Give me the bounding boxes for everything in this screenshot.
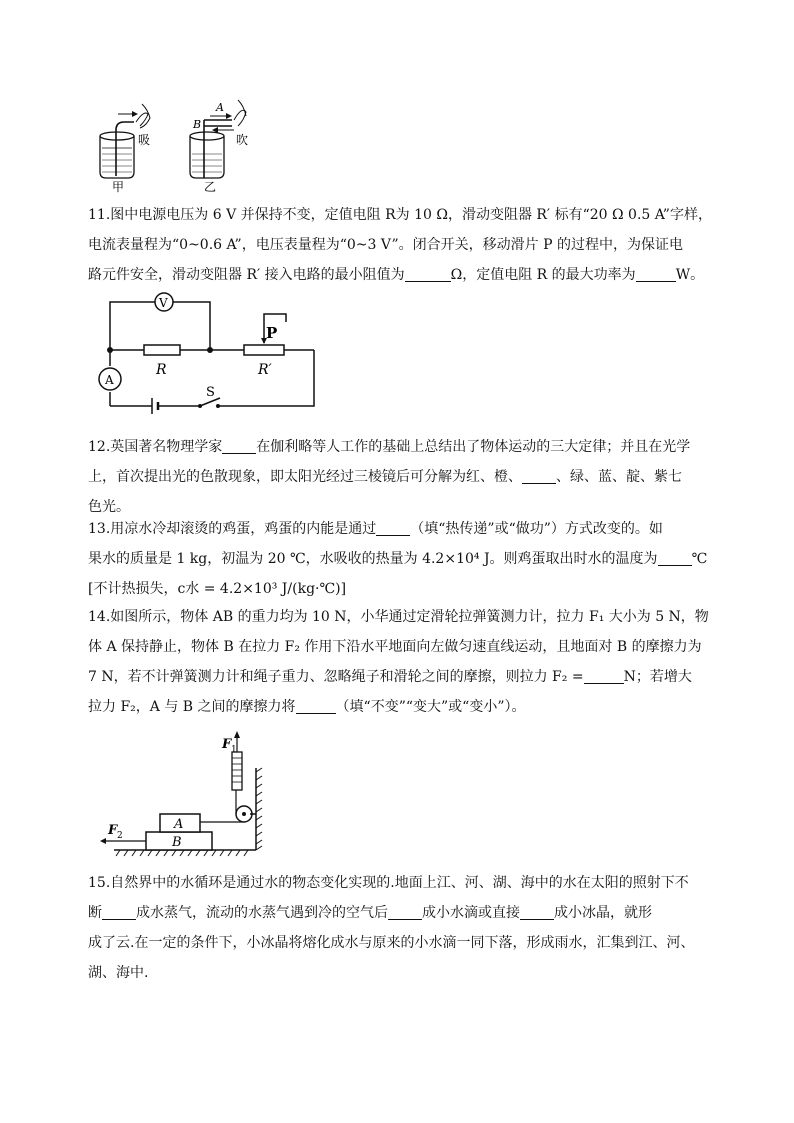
f1-arrow — [234, 731, 240, 738]
voltmeter-label: V — [159, 296, 168, 310]
circuit-diagram — [96, 288, 328, 414]
q13-line1 — [88, 514, 710, 544]
q15-blank-3[interactable] — [520, 903, 554, 920]
q15-line1: 15.自然界中的水循环是通过水的物态变化实现的.地面上江、河、湖、海中的水在太阳的照射下不 — [88, 875, 689, 891]
q13-text-d: ℃ — [691, 551, 708, 567]
q11-line3 — [88, 260, 710, 290]
f1-sub: 1 — [231, 745, 237, 755]
q15-line3: 成了云.在一定的条件下，小冰晶将熔化成水与原来的小水滴一同下落，形成雨水，汇集到江、河、 — [88, 935, 695, 951]
q15-line2 — [88, 898, 710, 928]
q13-line3: [不计热损失，c水 = 4.2×10³ J/(kg·℃)] — [88, 581, 347, 597]
q14-line2: 体 A 保持静止，物体 B 在拉力 F₂ 作用下沿水平地面向左做匀速直线运动，且地面对 B 的摩擦力为 — [88, 639, 702, 655]
arrow-jia-head — [132, 111, 138, 117]
q12-text-c: 上，首次提出光的色散现象，即太阳光经过三棱镜后可分解为红、橙、 — [88, 469, 522, 485]
q11-text-b: Ω，定值电阻 R 的最大功率为 — [450, 267, 636, 283]
ammeter-label: A — [105, 373, 114, 387]
mark-b: B — [193, 118, 202, 131]
q11-blank-1[interactable] — [405, 265, 451, 282]
label-p: P — [266, 324, 278, 342]
ground-hatch — [116, 850, 248, 856]
q15-blank-2[interactable] — [388, 903, 422, 920]
straw-figure — [92, 96, 262, 194]
question-15 — [88, 868, 710, 988]
f2-arrow — [100, 838, 106, 844]
question-13 — [88, 514, 710, 604]
f2-sub: 2 — [117, 831, 123, 841]
q11-line1: 11.图中电源电压为 6 V 并保持不变，定值电阻 R为 10 Ω，滑动变阻器 R′ 标有“20 Ω 0.5 A”字样， — [88, 207, 712, 223]
q14-line3 — [88, 662, 710, 692]
question-11 — [88, 200, 710, 290]
label-r: R — [156, 362, 167, 378]
arrow-a-head — [226, 113, 232, 119]
q13-text-a: 13.用凉水冷却滚烫的鸡蛋，鸡蛋的内能是通过 — [88, 521, 377, 537]
q11-blank-2[interactable] — [636, 265, 676, 282]
q13-blank-2[interactable] — [658, 549, 692, 566]
q14-blank-2[interactable] — [296, 697, 336, 714]
q12-text-b: 在伽利略等人工作的基础上总结出了物体运动的三大定律；并且在光学 — [256, 439, 691, 455]
label-r-prime: R′ — [258, 362, 272, 378]
q11-text-c: W。 — [675, 267, 705, 283]
q12-text-a: 12.英国著名物理学家 — [88, 439, 223, 455]
q15-text-b: 成水蒸气，流动的水蒸气遇到冷的空气后 — [136, 905, 388, 921]
f1-label: F — [222, 737, 232, 752]
resistor-r — [144, 345, 180, 355]
wall-hatch — [256, 768, 262, 850]
q12-line2 — [88, 462, 710, 492]
block-b-label: B — [172, 835, 182, 850]
q12-text-d: 、绿、蓝、靛、紫七 — [556, 469, 682, 485]
word-chui: 吹 — [236, 133, 249, 147]
q14-text-d: （填“不变”“变大”或“变小”）。 — [335, 699, 526, 715]
word-xi: 吸 — [138, 133, 151, 147]
q13-line2 — [88, 544, 710, 574]
block-a-label: A — [174, 817, 184, 832]
q13-blank-1[interactable] — [376, 519, 410, 536]
q13-text-c: 果水的质量是 1 kg，初温为 20 ℃，水吸收的热量为 4.2×10⁴ J。则鸡蛋取出时水的温度为 — [88, 551, 658, 567]
mark-a: A — [216, 101, 224, 114]
q15-text-d: 成小冰晶，就形 — [554, 905, 652, 921]
q15-line4: 湖、海中. — [88, 965, 149, 981]
q14-text-b: N；若增大 — [623, 669, 692, 685]
q12-line3: 色光。 — [88, 499, 130, 515]
question-14 — [88, 602, 710, 722]
q14-text-c: 拉力 F₂，A 与 B 之间的摩擦力将 — [88, 699, 296, 715]
q12-blank-2[interactable] — [522, 467, 556, 484]
q11-line2: 电流表量程为“0~0.6 A”，电压表量程为“0~3 V”。闭合开关，移动滑片 P 的过程中，为保证电 — [88, 237, 683, 253]
q15-text-a: 断 — [88, 905, 102, 921]
f2-label: F — [108, 823, 118, 838]
label-yi: 乙 — [204, 180, 217, 194]
q15-blank-1[interactable] — [102, 903, 136, 920]
rheostat — [244, 345, 284, 355]
question-12 — [88, 432, 710, 522]
q14-line4 — [88, 692, 710, 722]
q14-text-a: 7 N，若不计弹簧测力计和绳子重力、忽略绳子和滑轮之间的摩擦，则拉力 F₂ = — [88, 669, 584, 685]
label-s: S — [206, 385, 215, 400]
q14-line1: 14.如图所示，物体 AB 的重力均为 10 N，小华通过定滑轮拉弹簧测力计，拉力 F₁ 大小为 5 N，物 — [88, 609, 709, 625]
q14-blank-1[interactable] — [584, 667, 624, 684]
q11-text-a: 路元件安全，滑动变阻器 R′ 接入电路的最小阻值为 — [88, 267, 405, 283]
q12-blank-1[interactable] — [222, 437, 256, 454]
q12-line1 — [88, 432, 710, 462]
q15-text-c: 成小水滴或直接 — [422, 905, 520, 921]
label-jia: 甲 — [112, 180, 125, 194]
q13-text-b: （填“热传递”或“做功”）方式改变的。如 — [410, 521, 663, 537]
pulley-diagram — [98, 728, 270, 860]
